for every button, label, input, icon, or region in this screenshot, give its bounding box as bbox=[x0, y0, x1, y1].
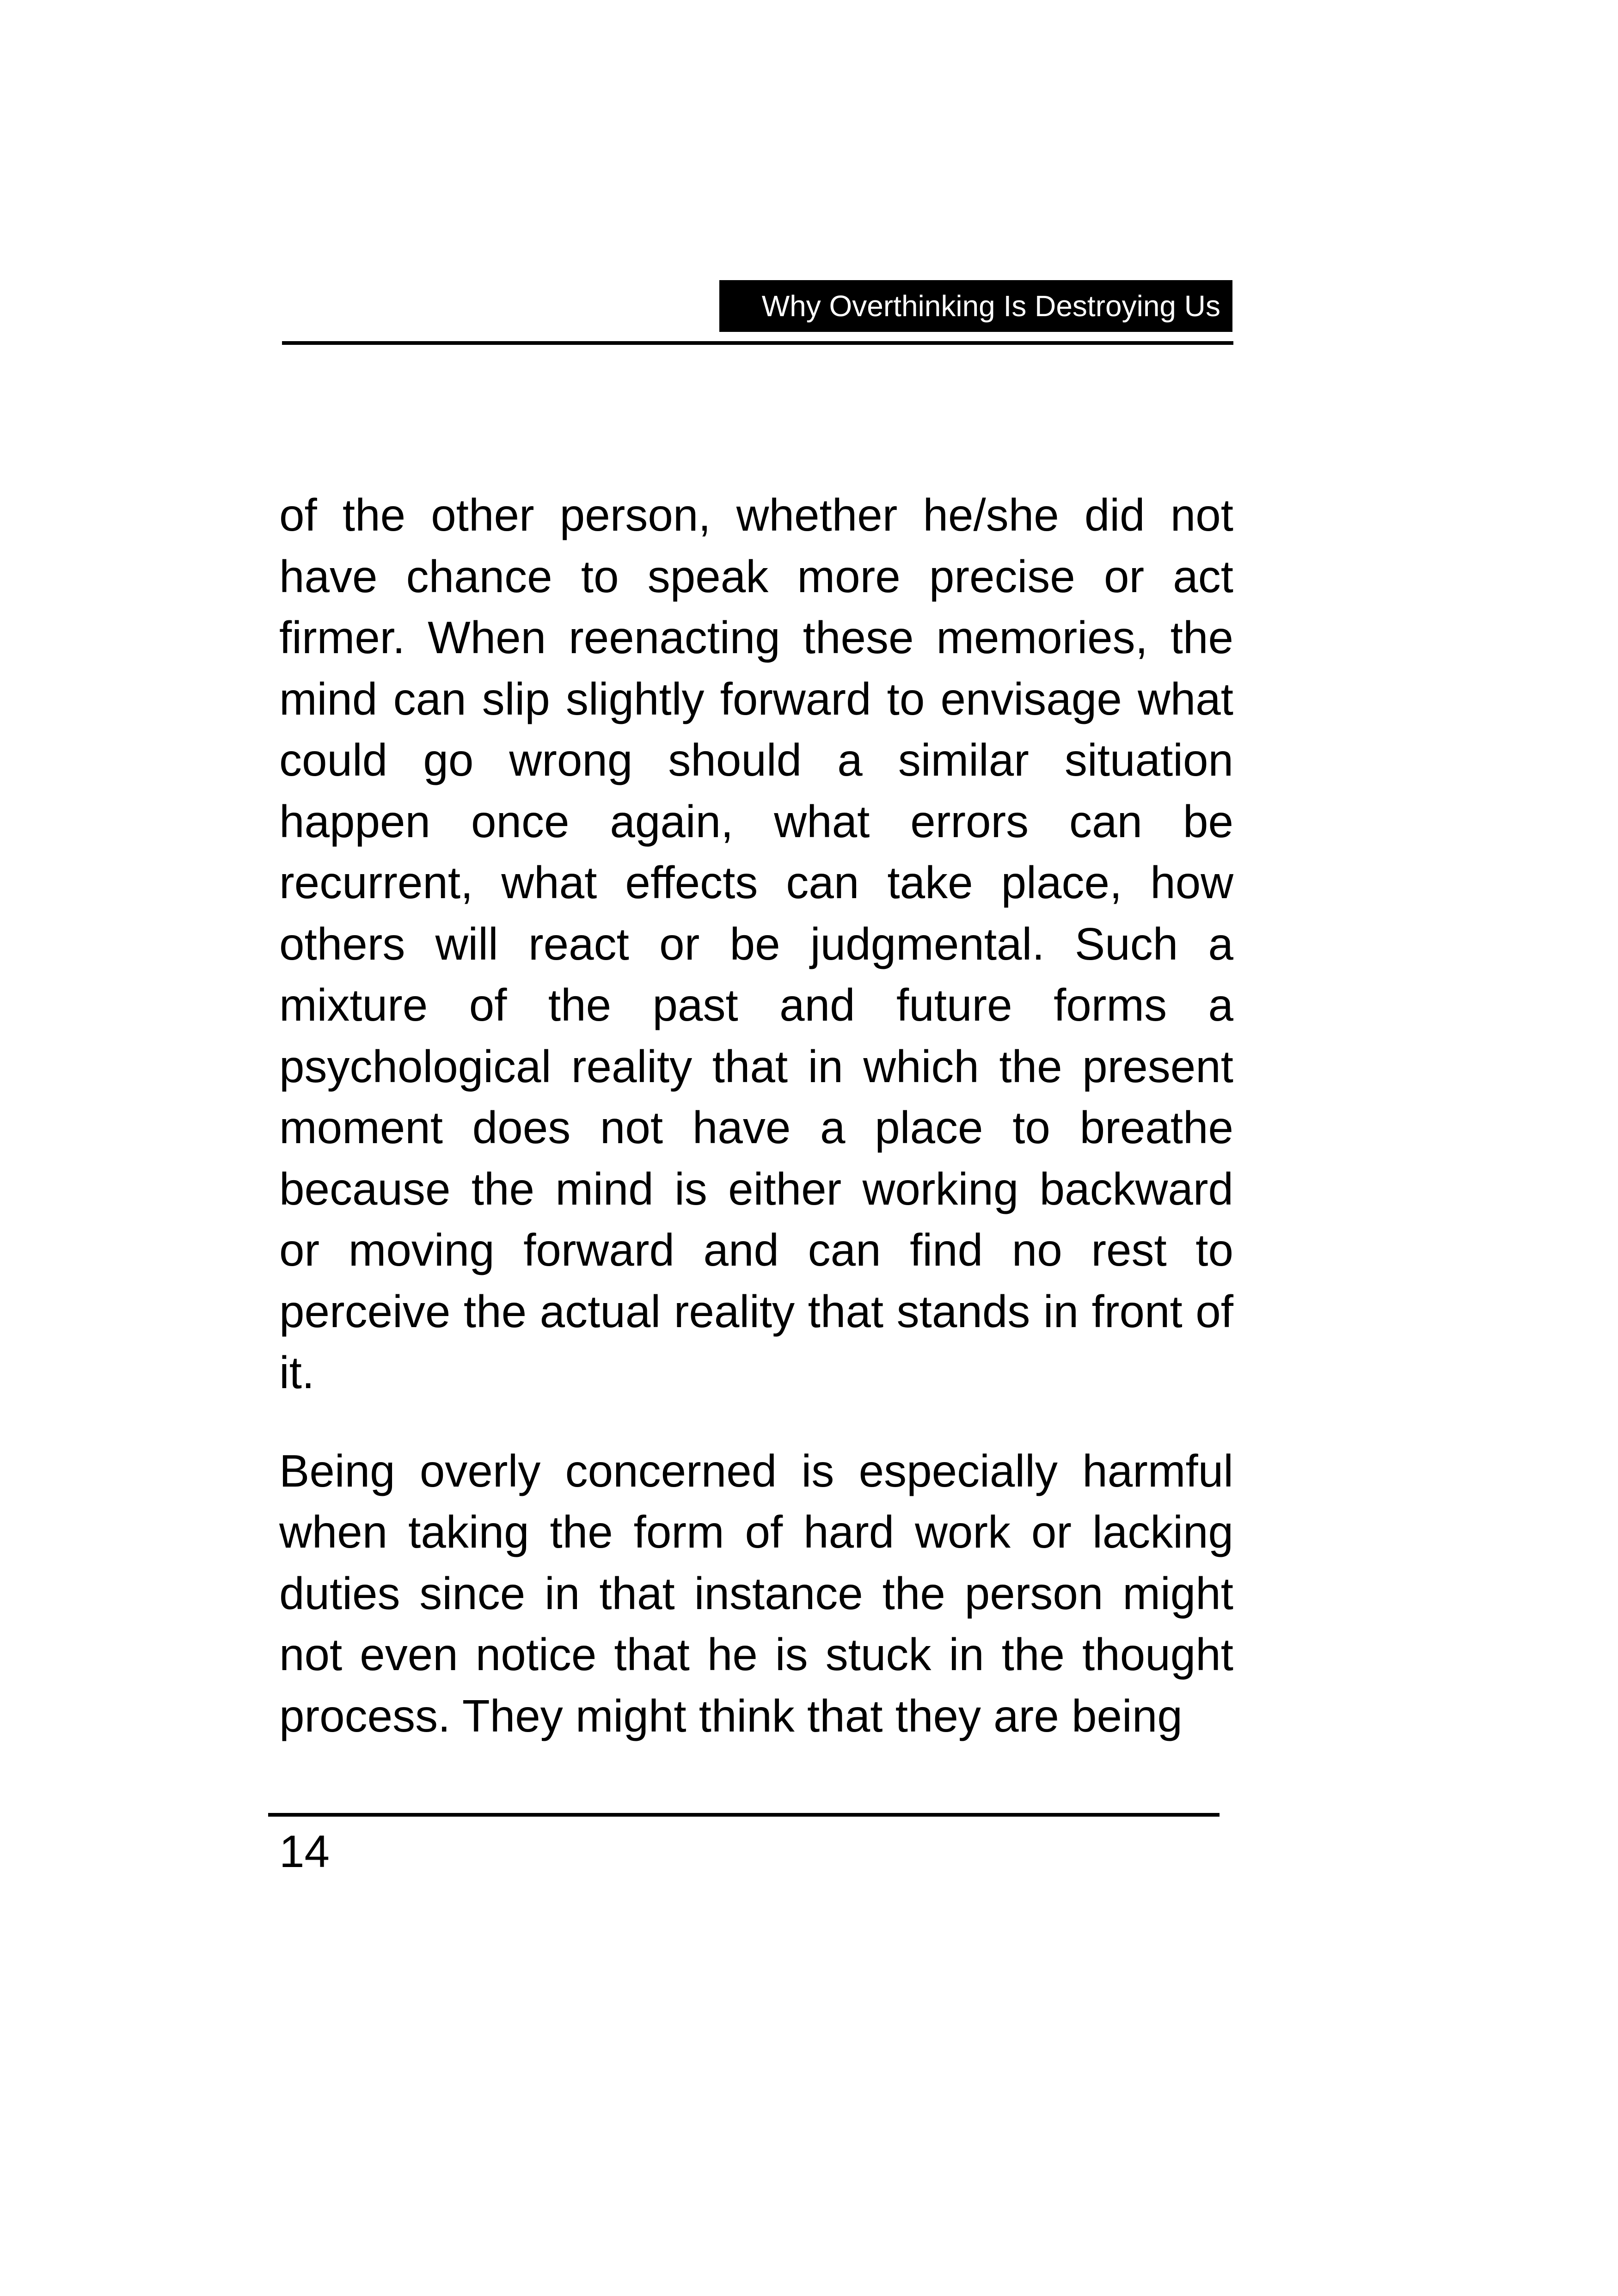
footer-rule bbox=[268, 1813, 1220, 1817]
paragraph-2: Being overly concerned is especially harmful when taking the form of hard work or lacking duties since in that instance the person might not even notice that he is stuck in the thought process. They might think that they are being bbox=[279, 1445, 1233, 1741]
paragraph-1: of the other person, whether he/she did not have chance to speak more precise or act firmer. When reenacting these memories, the mind can slip slightly forward to envisage what could go wrong should a similar situation happen once again, what errors can be recurrent, what effects can take place, how others will react or be judgmental. Such a mixture of the past and future forms a psychological reality that in which the present moment does not have a place to breathe because the mind is either working backward or moving forward and can find no rest to perceive the actual reality that stands in front of it. bbox=[279, 490, 1233, 1398]
header-rule bbox=[282, 341, 1233, 345]
running-header: Why Overthinking Is Destroying Us bbox=[719, 280, 1232, 332]
page-number: 14 bbox=[279, 1826, 330, 1877]
body-text bbox=[279, 484, 1233, 1746]
